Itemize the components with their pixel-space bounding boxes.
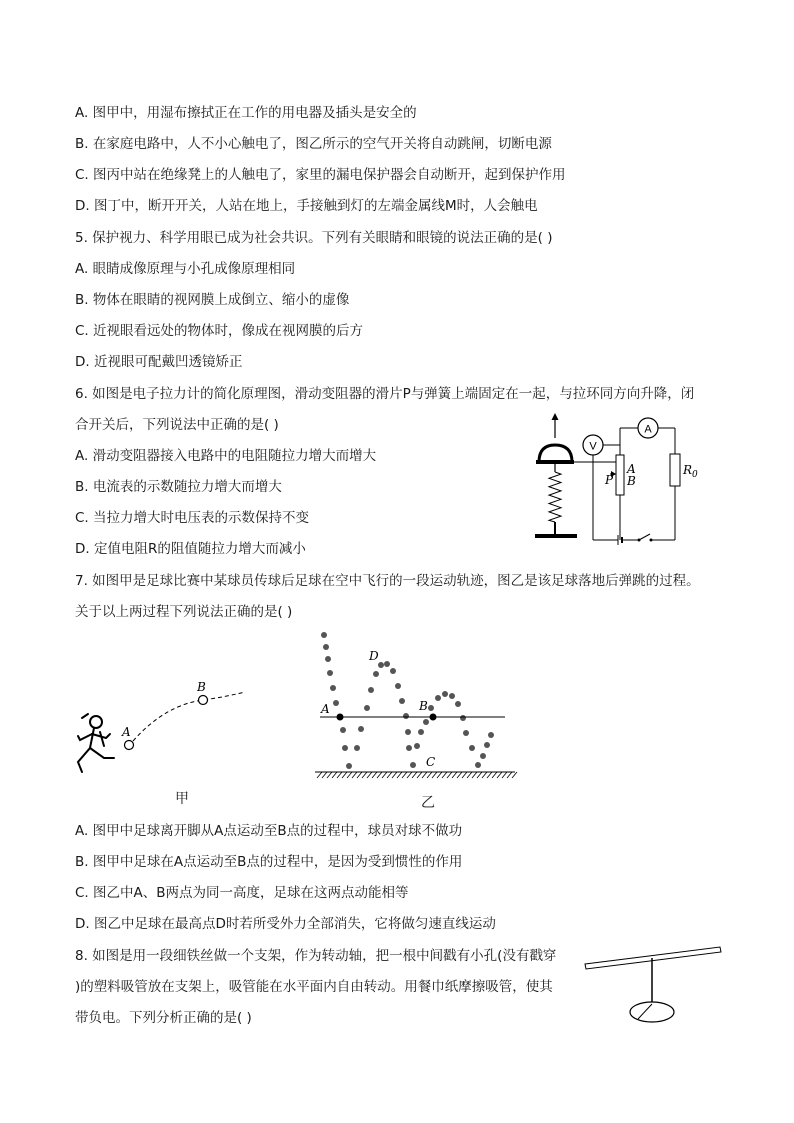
bounce-dot xyxy=(469,745,475,751)
bounce-dot xyxy=(423,719,429,725)
football-player-icon xyxy=(78,714,114,772)
bounce-dot xyxy=(325,656,331,662)
q7-option-c: C. 图乙中A、B两点为同一高度，足球在这两点动能相等 xyxy=(75,885,409,901)
bounce-dot xyxy=(460,715,466,721)
jia-point-a: A xyxy=(122,725,131,739)
bounce-dot xyxy=(390,668,396,674)
yi-point-a: A xyxy=(321,702,330,716)
ground-hatch xyxy=(507,772,512,778)
bounce-dot xyxy=(488,732,494,738)
slider-label: P xyxy=(605,473,614,487)
q7-stem-line2: 关于以上两过程下列说法正确的是( ) xyxy=(75,604,293,620)
bounce-dot xyxy=(395,683,401,689)
ground-hatch xyxy=(502,772,507,778)
ground-hatch xyxy=(497,772,502,778)
q5-option-c: C. 近视眼看远处的物体时，像成在视网膜的后方 xyxy=(75,323,364,339)
ground-hatch xyxy=(477,772,482,778)
bounce-dot xyxy=(323,644,329,650)
ground-hatch xyxy=(452,772,457,778)
q6-option-c: C. 当拉力增大时电压表的示数保持不变 xyxy=(75,510,310,526)
bounce-dot xyxy=(418,729,424,735)
ground-hatch xyxy=(457,772,462,778)
ground-hatch xyxy=(372,772,377,778)
ground-hatch xyxy=(317,772,322,778)
ground-hatch xyxy=(417,772,422,778)
ground-hatch xyxy=(432,772,437,778)
q8-stem-line3: 带负电。下列分析正确的是( ) xyxy=(75,1010,252,1026)
q7-option-b: B. 图甲中足球在A点运动至B点的过程中，是因为受到惯性的作用 xyxy=(75,854,463,870)
q6-stem-line1: 6. 如图是电子拉力计的简化原理图，滑动变阻器的滑片P与弹簧上端固定在一起，与拉环同方向升降，闭 xyxy=(75,386,695,402)
q6-option-b: B. 电流表的示数随拉力增大而增大 xyxy=(75,479,282,495)
q8-stem-line1: 8. 如图是用一段细铁丝做一个支架，作为转动轴，把一根中间戳有小孔(没有戳穿 xyxy=(75,948,557,964)
q7-figure-jia xyxy=(70,670,250,785)
q6-option-a: A. 滑动变阻器接入电路中的电阻随拉力增大而增大 xyxy=(75,448,377,464)
ground-hatch xyxy=(382,772,387,778)
ground-hatch xyxy=(412,772,417,778)
bounce-dot xyxy=(321,632,327,638)
yi-point-c: C xyxy=(426,755,436,769)
bounce-dot xyxy=(330,685,336,691)
ground-hatch xyxy=(402,772,407,778)
q7-stem-line1: 7. 如图甲是足球比赛中某球员传球后足球在空中飞行的一段运动轨迹，图乙是该足球落地后弹跳的过程。 xyxy=(75,573,700,589)
bounce-dot xyxy=(480,753,486,759)
ground-hatch xyxy=(447,772,452,778)
q6-circuit-figure xyxy=(530,410,710,550)
ground-hatch xyxy=(512,772,517,778)
q4-option-a: A. 图甲中，用湿布擦拭正在工作的用电器及插头是安全的 xyxy=(75,105,417,121)
bounce-dot xyxy=(368,687,374,693)
q7-caption-yi: 乙 xyxy=(421,795,435,811)
q7-option-a: A. 图甲中足球离开脚从A点运动至B点的过程中，球员对球不做功 xyxy=(75,823,463,839)
ground-hatch xyxy=(322,772,327,778)
bounce-dot xyxy=(442,691,448,697)
ground-hatch xyxy=(492,772,497,778)
ground-hatch xyxy=(347,772,352,778)
bounce-dot xyxy=(384,661,390,667)
q8-stem-line2: )的塑料吸管放在支架上，吸管能在水平面内自由转动。用餐巾纸摩擦吸管，使其 xyxy=(75,979,553,995)
bounce-dot xyxy=(463,730,469,736)
bounce-dot xyxy=(354,745,360,751)
bounce-dot xyxy=(399,698,405,704)
bounce-dot xyxy=(358,726,364,732)
bounce-dot xyxy=(449,693,455,699)
bounce-dot xyxy=(435,695,441,701)
resistor-r0-label: $R_0$ xyxy=(683,463,698,480)
q4-option-b: B. 在家庭电路中，人不小心触电了，图乙所示的空气开关将自动跳闸，切断电源 xyxy=(75,136,552,152)
q7-figure-yi xyxy=(305,628,520,783)
yi-point-d: D xyxy=(369,649,379,663)
bounce-dot xyxy=(373,671,379,677)
bounce-dot xyxy=(340,727,346,733)
q7-caption-jia: 甲 xyxy=(175,791,189,807)
ground-hatch xyxy=(462,772,467,778)
ground-hatch xyxy=(337,772,342,778)
ground-hatch xyxy=(357,772,362,778)
yi-point-b: B xyxy=(419,699,428,713)
bounce-dot xyxy=(428,705,434,711)
q8-straw-figure xyxy=(580,942,725,1027)
bounce-dot xyxy=(403,713,409,719)
ground-hatch xyxy=(442,772,447,778)
q5-option-b: B. 物体在眼睛的视网膜上成倒立、缩小的虚像 xyxy=(75,292,350,308)
bounce-dot xyxy=(414,743,420,749)
bounce-dot xyxy=(327,670,333,676)
ground-hatch xyxy=(352,772,357,778)
ground-hatch xyxy=(487,772,492,778)
q6-option-d: D. 定值电阻R的阻值随拉力增大而减小 xyxy=(75,541,306,557)
ground-hatch xyxy=(387,772,392,778)
ground-hatch xyxy=(392,772,397,778)
ground-hatch xyxy=(467,772,472,778)
rheostat-end-a: A xyxy=(627,462,636,476)
q5-stem: 5. 保护视力、科学用眼已成为社会共识。下列有关眼睛和眼镜的说法正确的是( ) xyxy=(75,230,553,246)
ground-hatch xyxy=(342,772,347,778)
bounce-dot xyxy=(364,705,370,711)
rheostat-end-b: B xyxy=(627,474,636,488)
ammeter-label: A xyxy=(644,423,652,436)
bounce-dot xyxy=(346,763,352,769)
ground-hatch xyxy=(367,772,372,778)
ground-hatch xyxy=(437,772,442,778)
voltmeter-label: V xyxy=(589,440,597,453)
bounce-dot xyxy=(475,762,481,768)
q5-option-d: D. 近视眼可配戴凹透镜矫正 xyxy=(75,354,243,370)
bounce-dot xyxy=(406,745,412,751)
ground-hatch xyxy=(422,772,427,778)
q7-option-d: D. 图乙中足球在最高点D时若所受外力全部消失，它将做匀速直线运动 xyxy=(75,916,496,932)
ground-hatch xyxy=(482,772,487,778)
q6-stem-line2: 合开关后，下列说法中正确的是( ) xyxy=(75,417,279,433)
ground-hatch xyxy=(327,772,332,778)
bounce-dot xyxy=(455,701,461,707)
ground-hatch xyxy=(407,772,412,778)
ground-hatch xyxy=(377,772,382,778)
bounce-dot xyxy=(484,742,490,748)
bounce-dot xyxy=(342,745,348,751)
bounce-dot xyxy=(333,700,339,706)
ground-hatch xyxy=(472,772,477,778)
q5-option-a: A. 眼睛成像原理与小孔成像原理相同 xyxy=(75,261,296,277)
ground-hatch xyxy=(332,772,337,778)
jia-point-b: B xyxy=(197,680,206,694)
q4-option-d: D. 图丁中，断开开关，人站在地上，手接触到灯的左端金属线M时，人会触电 xyxy=(75,198,538,214)
bounce-dot xyxy=(405,729,411,735)
bounce-dot xyxy=(410,762,416,768)
ground-hatch xyxy=(427,772,432,778)
ground-hatch xyxy=(397,772,402,778)
bounce-dot xyxy=(378,662,384,668)
q4-option-c: C. 图丙中站在绝缘凳上的人触电了，家里的漏电保护器会自动断开，起到保护作用 xyxy=(75,167,566,183)
ground-hatch xyxy=(362,772,367,778)
